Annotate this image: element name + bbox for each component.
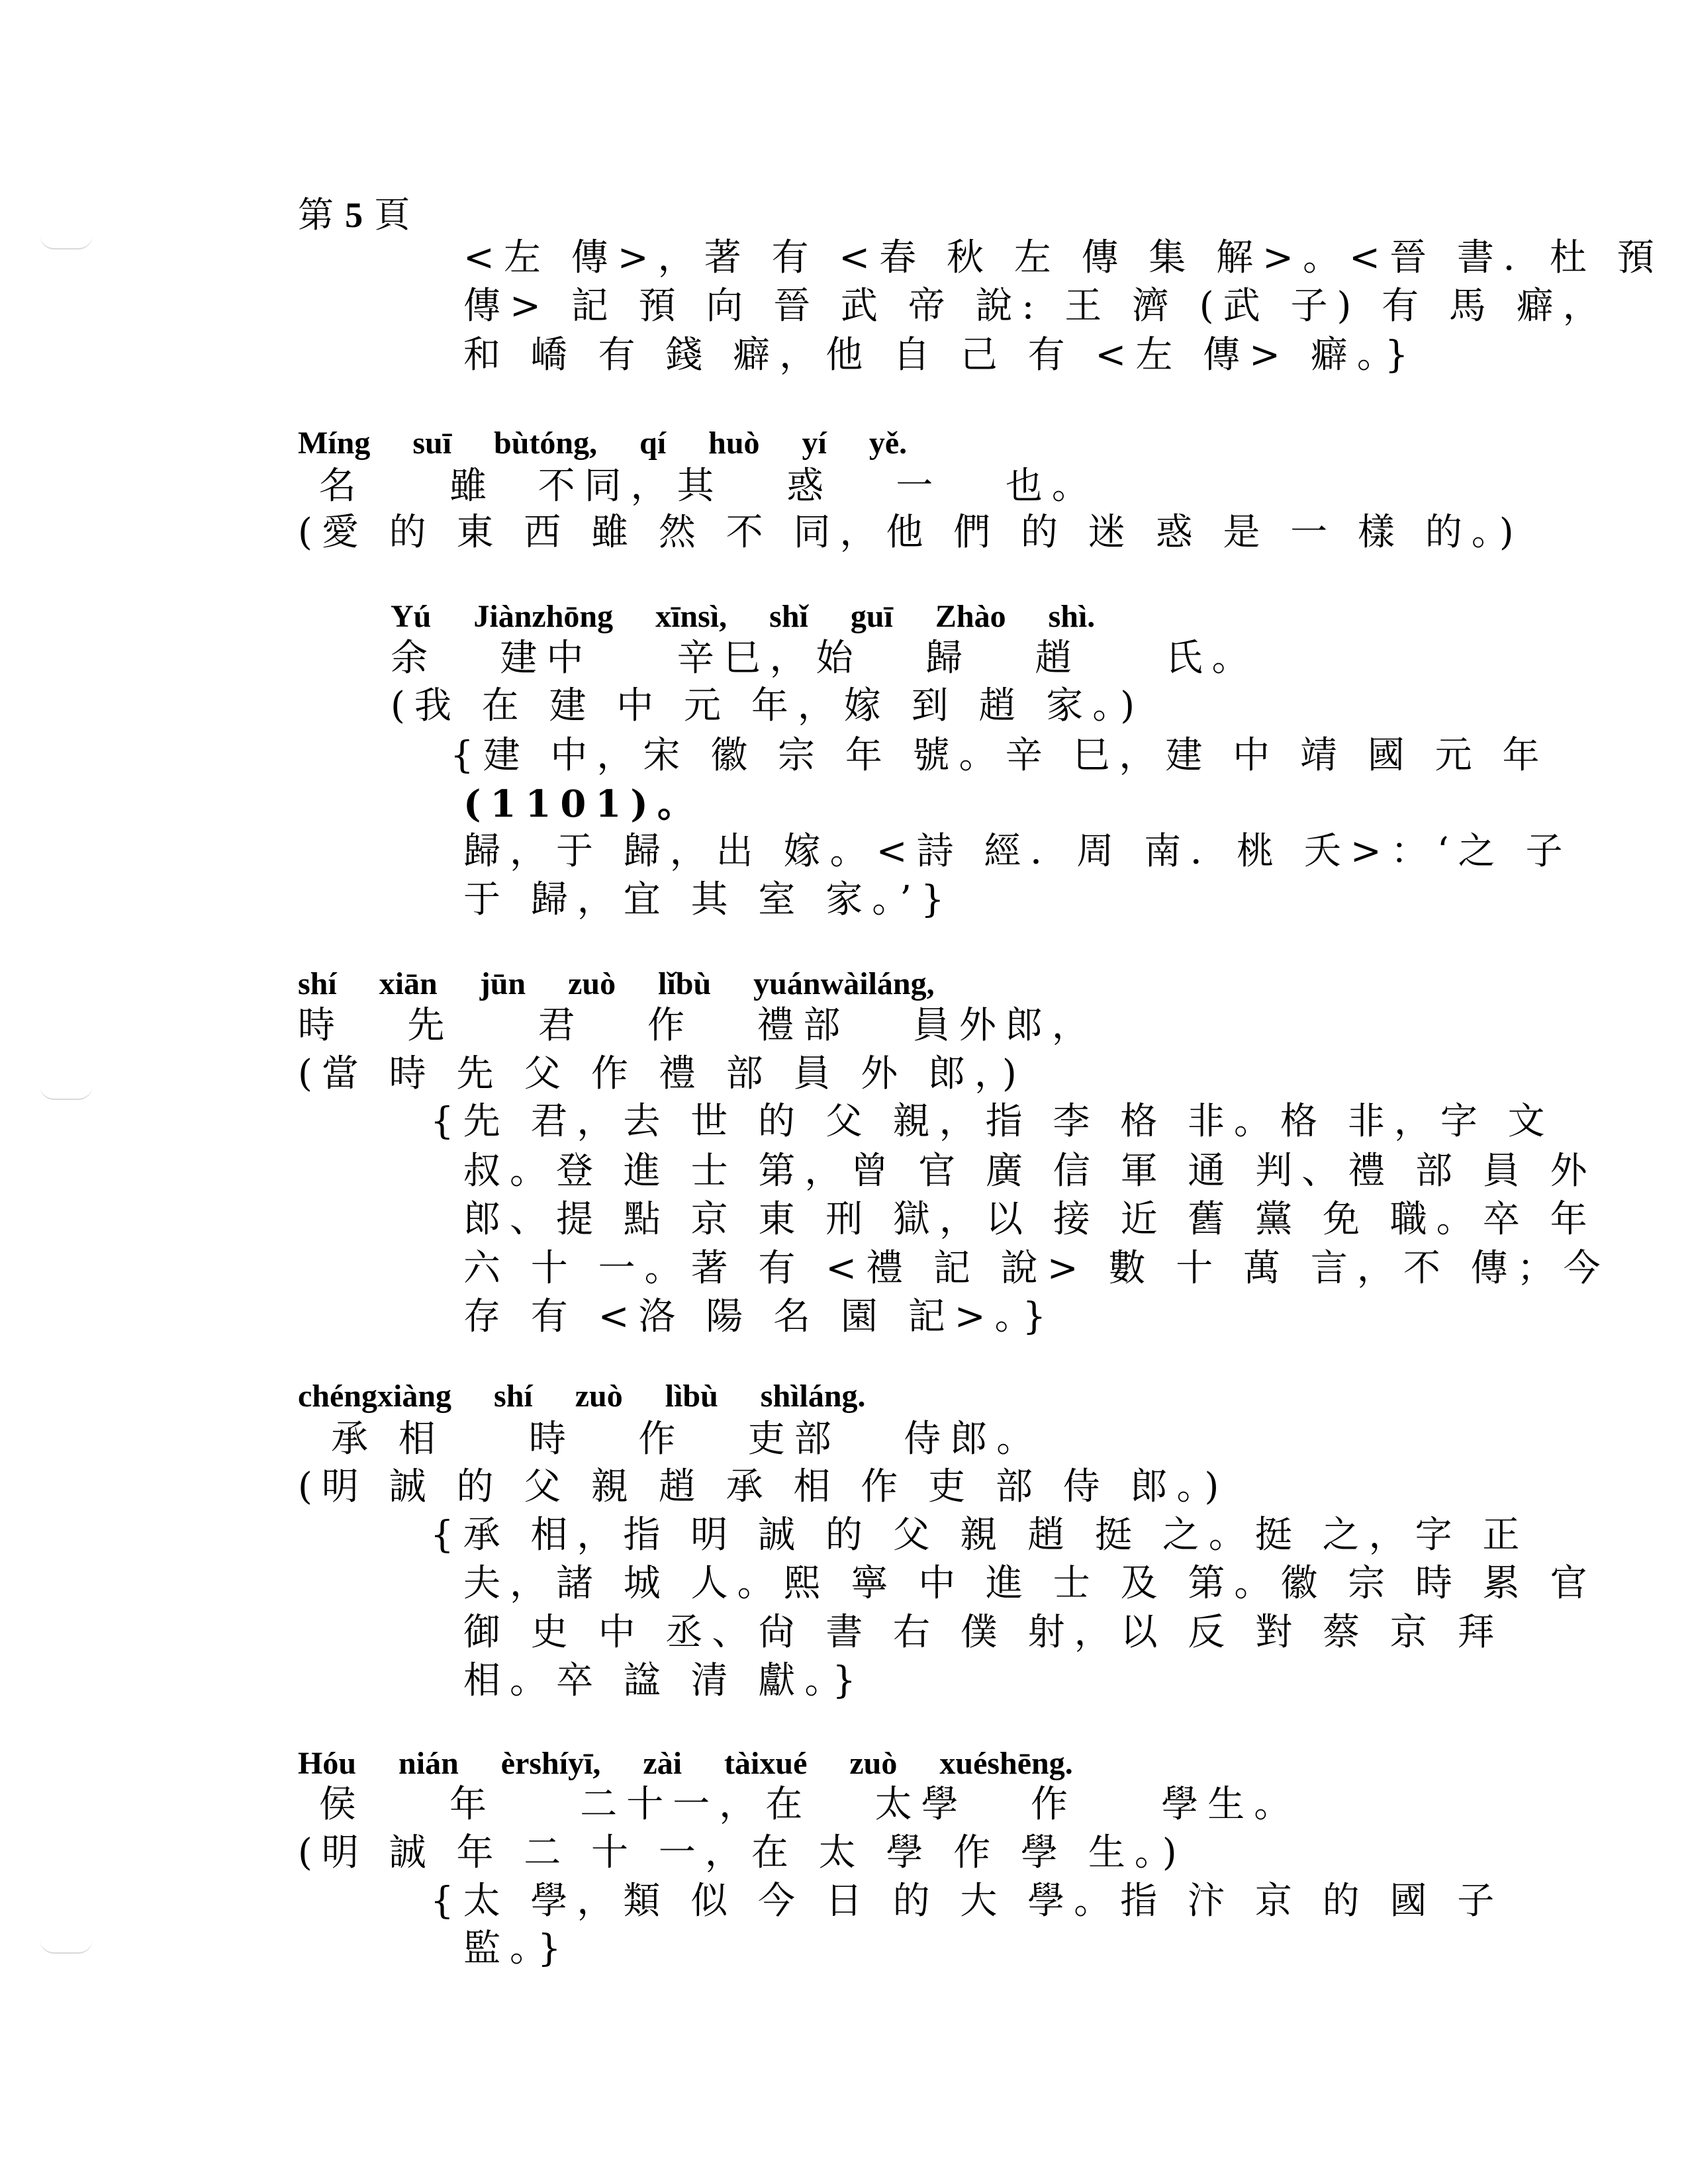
pinyin-line: Yú Jiànzhōng xīnsì, shǐ guī Zhào shì. [391,599,1096,634]
page-number: 第 5 頁 [298,194,410,236]
note-line: 御 史 中 丞、尙 書 右 僕 射，以 反 對 蔡 京 拜 [463,1611,1504,1654]
hanzi-line: 時 先 君 作 禮部 員外郎， [298,1004,1098,1047]
note-line: 六 十 一。著 有 <禮 記 說> 數 十 萬 言，不 傳；今 [463,1247,1610,1290]
note-line: (1101)。 [463,782,704,826]
note-line: {先 君，去 世 的 父 親，指 李 格 非。格 非，字 文 [430,1100,1554,1143]
pinyin-line: chéngxiàng shí zuò lìbù shìláng. [298,1379,866,1414]
note-line: 相。卒 諡 清 獻。} [463,1659,866,1702]
note-line: 監。} [463,1927,571,1970]
binder-hole-mark [40,1939,93,1954]
pinyin-line: Hóu nián èrshíyī, zài tàixué zuò xuéshēng. [298,1746,1073,1781]
note-line: 郎、提 點 京 東 刑 獄，以 接 近 舊 黨 免 職。卒 年 [463,1198,1597,1241]
pinyin-line: shí xiān jūn zuò lǐbù yuánwàiláng, [298,966,935,1001]
note-line: 傳> 記 預 向 晉 武 帝 說: 王 濟 (武 子) 有 馬 癖， [463,285,1609,328]
translation-line: (愛 的 東 西 雖 然 不 同，他 們 的 迷 惑 是 一 樣 的。) [298,511,1523,554]
note-line: <左 傳>，著 有 <春 秋 左 傳 集 解>。<晉 書．杜 預 [463,236,1664,279]
note-line: 歸，于 歸，出 嫁。<詩 經．周 南．桃 夭>：‘之 子 [463,830,1572,873]
translation-line: (明 誠 的 父 親 趙 承 相 作 吏 部 侍 郎。) [298,1465,1229,1508]
note-line: {承 相，指 明 誠 的 父 親 趙 挺 之。挺 之，字 正 [430,1514,1529,1557]
binder-hole-mark [40,235,93,250]
pinyin-line: Míng suī bùtóng, qí huò yí yě. [298,426,908,461]
hanzi-line: 承 相 時 作 吏部 侍郎。 [331,1418,1043,1461]
note-line: 存 有 <洛 陽 名 園 記>。} [463,1295,1056,1338]
note-line: 夫，諸 城 人。熙 寧 中 進 士 及 第。徽 宗 時 累 官 [463,1562,1597,1605]
note-line: 叔。登 進 士 第，曾 官 廣 信 軍 通 判、禮 部 員 外 [463,1150,1597,1193]
translation-line: (我 在 建 中 元 年，嫁 到 趙 家。) [391,684,1145,727]
hanzi-line: 余 建中 辛巳，始 歸 趙 氏。 [391,637,1258,680]
translation-line: (當 時 先 父 作 禮 部 員 外 郎，) [298,1052,1026,1095]
note-line: {建 中，宋 徽 宗 年 號。辛 巳，建 中 靖 國 元 年 [450,734,1549,777]
hanzi-line: 名 雖 不同，其 惑 一 也。 [298,465,1098,508]
translation-line: (明 誠 年 二 十 一，在 太 學 作 學 生。) [298,1831,1186,1874]
hanzi-line: 侯 年 二十一，在 太學 作 學生。 [298,1783,1301,1826]
note-line: {太 學，類 似 今 日 的 大 學。指 汴 京 的 國 子 [430,1880,1504,1923]
note-line: 和 嶠 有 錢 癖，他 自 己 有 <左 傳> 癖。} [463,334,1418,377]
note-line: 于 歸，宜 其 室 家。’} [463,878,954,921]
binder-hole-mark [40,1085,93,1100]
